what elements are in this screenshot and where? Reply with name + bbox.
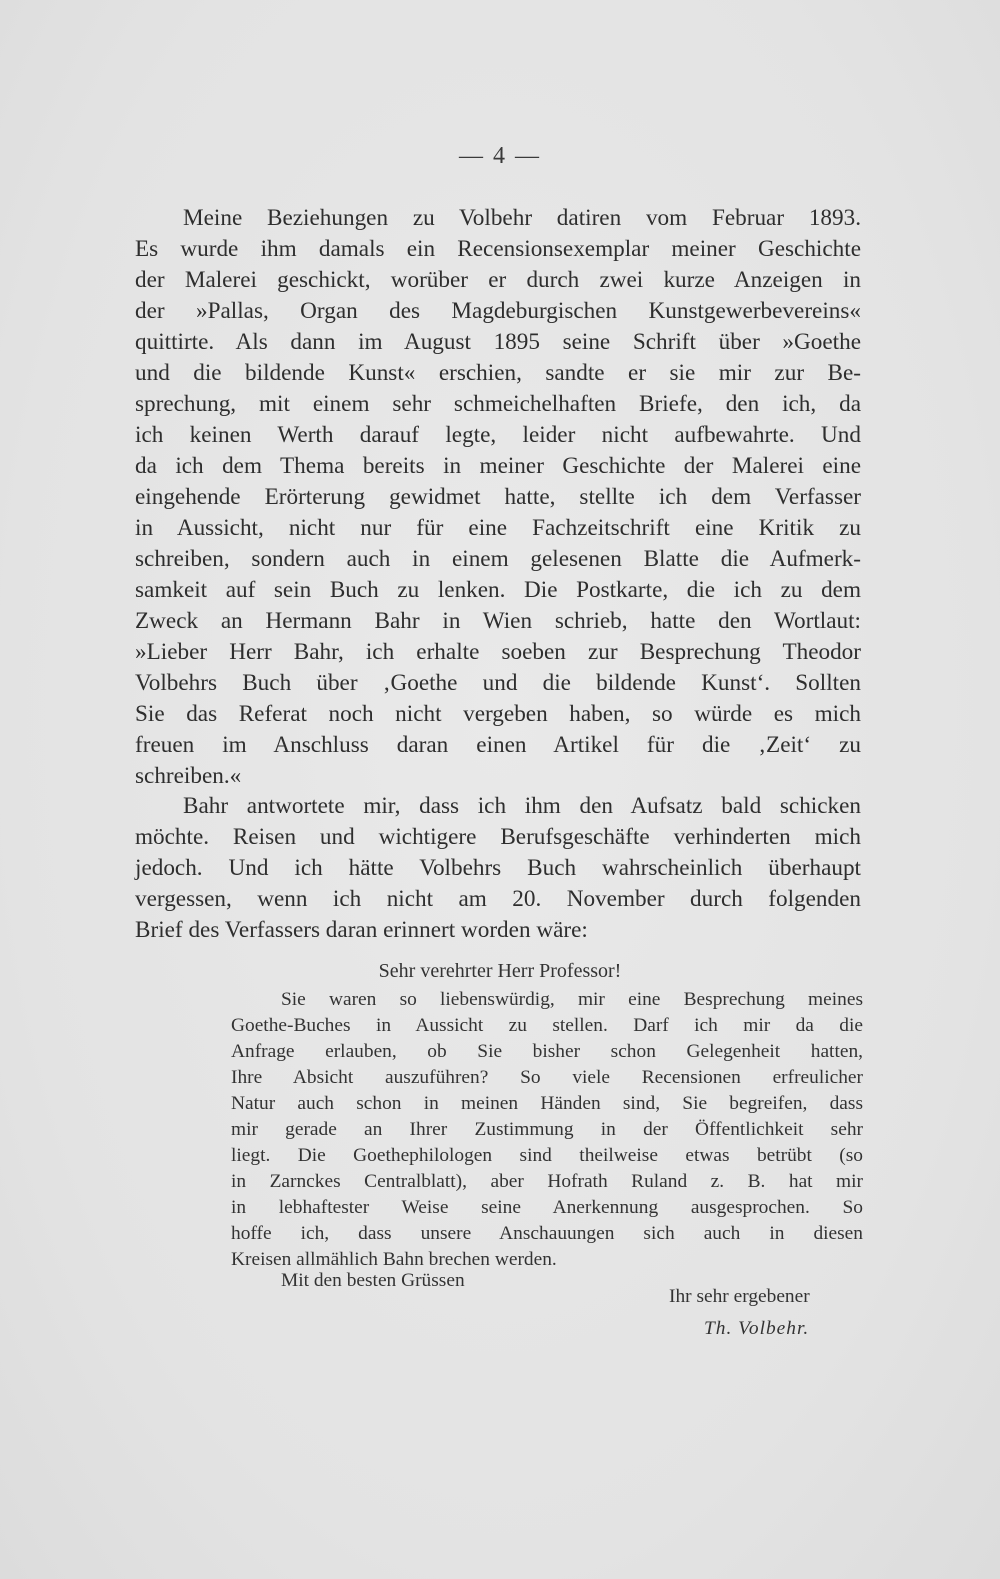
text-line: eingehende Erörterung gewidmet hatte, stellte ich dem Verfasser — [135, 484, 861, 510]
text-line: in Aussicht, nicht nur für eine Fachzeitschrift eine Kritik zu — [135, 515, 861, 541]
letter-closing: Mit den besten Grüssen — [281, 1270, 465, 1291]
text-line: Sie das Referat noch nicht vergeben haben, so würde es mich — [135, 701, 861, 727]
letter-line: Anfrage erlauben, ob Sie bisher schon Gelegenheit hatten, — [231, 1041, 863, 1062]
letter-salutation: Sehr verehrter Herr Professor! — [378, 960, 622, 982]
text-line: Brief des Verfassers daran erinnert worden wäre: — [135, 917, 588, 943]
text-line: quittirte. Als dann im August 1895 seine Schrift über »Goethe — [135, 329, 861, 355]
text-line: der Malerei geschickt, worüber er durch zwei kurze Anzeigen in — [135, 267, 861, 293]
text-line: Volbehrs Buch über ‚Goethe und die bildende Kunst‘. Sollten — [135, 670, 861, 696]
text-line: der »Pallas, Organ des Magdeburgischen Kunstgewerbevereins« — [135, 298, 861, 324]
text-line: und die bildende Kunst« erschien, sandte er sie mir zur Be- — [135, 360, 861, 386]
text-line: möchte. Reisen und wichtigere Berufsgeschäfte verhinderten mich — [135, 824, 861, 850]
text-line: vergessen, wenn ich nicht am 20. November durch folgenden — [135, 886, 861, 912]
letter-line: Goethe-Buches in Aussicht zu stellen. Darf ich mir da die — [231, 1015, 863, 1036]
text-line: Es wurde ihm damals ein Recensionsexemplar meiner Geschichte — [135, 236, 861, 262]
paragraph-1 — [135, 203, 861, 792]
text-line: freuen im Anschluss daran einen Artikel für die ‚Zeit‘ zu — [135, 732, 861, 758]
text-line: schreiben, sondern auch in einem gelesenen Blatte die Aufmerk- — [135, 546, 861, 572]
letter-signature: Th. Volbehr. — [704, 1318, 810, 1339]
letter-signoff: Ihr sehr ergebener — [669, 1286, 810, 1307]
text-line: Meine Beziehungen zu Volbehr datiren vom Februar 1893. — [183, 205, 861, 231]
text-line: Bahr antwortete mir, dass ich ihm den Aufsatz bald schicken — [183, 793, 861, 819]
letter-line: Kreisen allmählich Bahn brechen werden. — [231, 1249, 557, 1270]
quoted-letter — [231, 987, 863, 1273]
letter-line: in lebhaftester Weise seine Anerkennung ausgesprochen. So — [231, 1197, 863, 1218]
letter-line: Sie waren so liebenswürdig, mir eine Besprechung meines — [281, 989, 863, 1010]
page-number: — 4 — — [459, 143, 541, 169]
letter-line: Natur auch schon in meinen Händen sind, Sie begreifen, dass — [231, 1093, 863, 1114]
text-line: schreiben.« — [135, 763, 242, 789]
text-line: ich keinen Werth darauf legte, leider nicht aufbewahrte. Und — [135, 422, 861, 448]
text-line: »Lieber Herr Bahr, ich erhalte soeben zur Besprechung Theodor — [135, 639, 861, 665]
letter-line: Ihre Absicht auszuführen? So viele Recensionen erfreulicher — [231, 1067, 863, 1088]
paragraph-2 — [135, 791, 861, 946]
letter-line: in Zarnckes Centralblatt), aber Hofrath Ruland z. B. hat mir — [231, 1171, 863, 1192]
text-line: sprechung, mit einem sehr schmeichelhaften Briefe, den ich, da — [135, 391, 861, 417]
text-line: da ich dem Thema bereits in meiner Geschichte der Malerei eine — [135, 453, 861, 479]
text-line: Zweck an Hermann Bahr in Wien schrieb, hatte den Wortlaut: — [135, 608, 861, 634]
letter-line: mir gerade an Ihrer Zustimmung in der Öffentlichkeit sehr — [231, 1119, 863, 1140]
letter-line: liegt. Die Goethephilologen sind theilweise etwas betrübt (so — [231, 1145, 863, 1166]
text-line: jedoch. Und ich hätte Volbehrs Buch wahrscheinlich überhaupt — [135, 855, 861, 881]
text-line: samkeit auf sein Buch zu lenken. Die Postkarte, die ich zu dem — [135, 577, 861, 603]
letter-line: hoffe ich, dass unsere Anschauungen sich auch in diesen — [231, 1223, 863, 1244]
